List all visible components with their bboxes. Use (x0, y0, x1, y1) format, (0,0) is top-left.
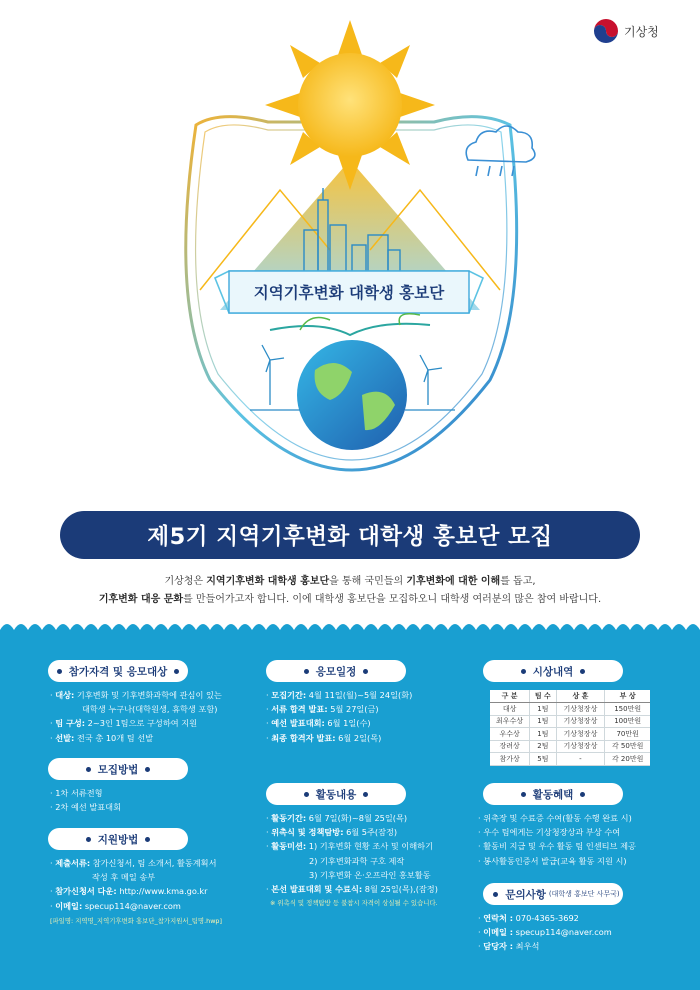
table-row: 장려상 2팀 기상청장상 각 50만원 (490, 740, 650, 753)
table-header: 팀 수 (530, 690, 556, 703)
list-item: · 팀 구성: 2~3인 1팀으로 구성하여 지원 (50, 718, 198, 729)
list-item: · 위촉장 및 수료증 수여(활동 수행 완료 시) (478, 813, 632, 823)
list-item: · 이메일: specup114@naver.com (50, 900, 181, 911)
list-item: · 우수 팀에게는 기상청장상과 부상 수여 (478, 827, 621, 838)
file-note: [파일명: 지역명_지역기후변화 홍보단_참가지원서_팀명.hwp] (50, 917, 222, 925)
cloud-icon (466, 126, 535, 176)
list-item: · 선발: 전국 총 10개 팀 선발 (50, 732, 154, 743)
method-title: 모집방법 (48, 758, 188, 780)
activity-title: 활동내용 (266, 783, 406, 805)
sun (298, 53, 402, 157)
intro-line-2: 기후변화 대응 문화를 만들어가고자 합니다. 이에 대학생 홍보단을 모집하오니 대학생 여러분의 많은 참여 바랍니다. (98, 594, 602, 605)
list-item: · 모집기간: 4월 11일(월)~5월 24일(화) (266, 690, 413, 700)
list-item: · 대상: 기후변화 및 기후변화과학에 관심이 있는 (50, 690, 222, 700)
table-row: 최우수상 1팀 기상청장상 100만원 (490, 715, 650, 728)
activity-list (266, 811, 438, 896)
list-item: · 위촉식 및 정책탐방: 6월 5주(잠정) (266, 827, 398, 838)
table-row: 우수상 1팀 기상청장상 70만원 (490, 728, 650, 741)
award-table (490, 690, 650, 766)
main-title: 제5기 지역기후변화 대학생 홍보단 모집 (60, 511, 640, 559)
apply-list (50, 856, 216, 913)
list-item: · 서류 합격 발표: 5월 27일(금) (266, 704, 379, 715)
table-header: 상 훈 (556, 690, 605, 703)
list-item: · 이메일 : specup114@naver.com (478, 927, 612, 938)
benefit-list (478, 811, 636, 868)
list-item: 작성 후 메일 송부 (92, 872, 156, 883)
schedule-list (266, 688, 412, 745)
contact-list (478, 911, 612, 954)
activity-note: ※ 위촉식 및 정책탐방 등 불참시 자격이 상실될 수 있습니다. (270, 899, 438, 907)
list-item: · 연락처 : 070-4365-3692 (478, 913, 579, 923)
table-row: 대상 1팀 기상청장상 150만원 (490, 703, 650, 716)
intro-line-1: 기상청은 지역기후변화 대학생 홍보단을 통해 국민들의 기후변화에 대한 이해를 돕고, (164, 576, 536, 587)
emblem-title: 지역기후변화 대학생 홍보단 (253, 284, 445, 302)
method-list (50, 786, 121, 814)
intro-text (60, 573, 640, 609)
list-item: 2) 기후변화과학 구호 제작 (309, 855, 405, 866)
list-item: · 2차 예선 발표대회 (50, 802, 121, 813)
contact-title: 문의사항 (대학생 홍보단 사무국) (483, 883, 623, 905)
logo-text: 기상청 (624, 24, 659, 39)
list-item: · 활동미션: 1) 기후변화 현황 조사 및 이해하기 (266, 841, 433, 852)
award-title: 시상내역 (483, 660, 623, 682)
table-row: 참가상 5팀 - 각 20만원 (490, 753, 650, 766)
list-item: · 1차 서류전형 (50, 788, 103, 798)
list-item: 3) 기후변화 온·오프라인 홍보활동 (309, 869, 431, 880)
list-item: · 활동기간: 6월 7일(화)~8월 25일(목) (266, 813, 408, 823)
list-item: · 봉사활동인증서 발급(교육 활동 지원 시) (478, 855, 627, 866)
table-header: 부 상 (605, 690, 650, 703)
apply-title: 지원방법 (48, 828, 188, 850)
list-item: · 제출서류: 참가신청서, 팀 소개서, 활동계획서 (50, 858, 217, 868)
list-item: · 최종 합격자 발표: 6월 2일(목) (266, 732, 382, 743)
qual-list (50, 688, 222, 745)
handshake (270, 324, 430, 335)
schedule-title: 응모일정 (266, 660, 406, 682)
qual-title: 참가자격 및 응모대상 (48, 660, 188, 682)
table-header-row (490, 690, 650, 703)
list-item: 대학생 누구나(대학원생, 휴학생 포함) (82, 704, 218, 715)
benefit-title: 활동혜택 (483, 783, 623, 805)
list-item: · 활동비 지급 및 우수 활동 팀 인센티브 제공 (478, 841, 636, 852)
list-item: · 예선 발표대회: 6월 1일(수) (266, 718, 371, 729)
list-item: · 본선 발표대회 및 수료식: 8월 25일(목),(잠정) (266, 884, 438, 895)
list-item: · 담당자 : 최우석 (478, 941, 540, 952)
list-item: · 참가신청서 다운: http://www.kma.go.kr (50, 886, 208, 897)
earth (297, 340, 407, 450)
table-header: 구 분 (490, 690, 530, 703)
